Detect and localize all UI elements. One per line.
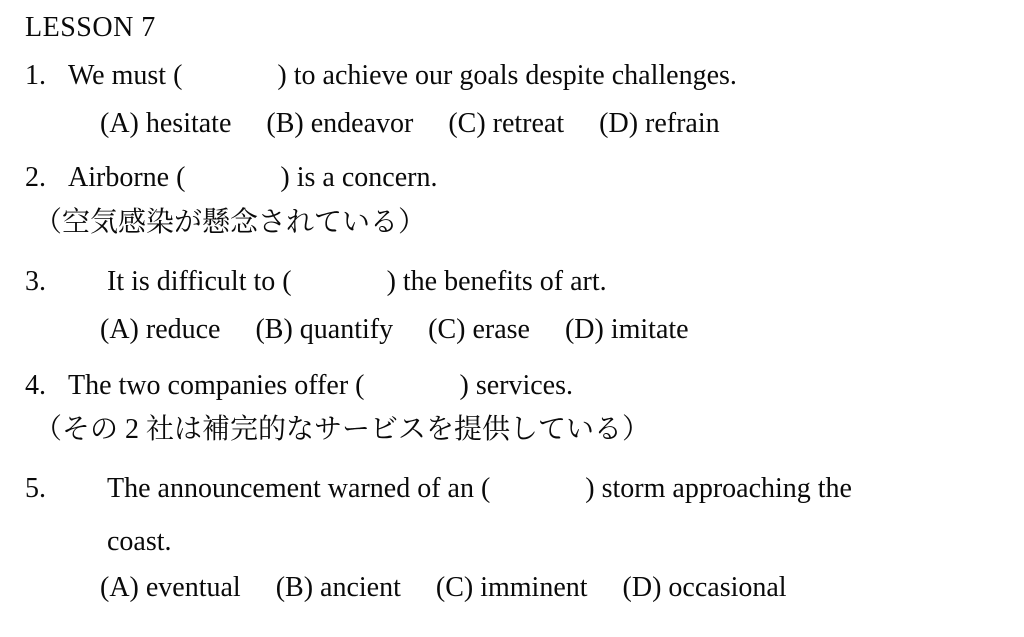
question-2-text-before: Airborne ( [68, 162, 186, 193]
question-4-text-before: The two companies offer ( [68, 370, 365, 401]
question-1-option-b: (B) endeavor [266, 108, 414, 139]
question-4-text-after: ) services. [459, 370, 574, 401]
question-2-text [0, 162, 437, 193]
question-1-text-after: ) to achieve our goals despite challenges. [277, 60, 737, 91]
question-1-option-d: (D) refrain [599, 108, 720, 139]
question-2-text-after: ) is a concern. [280, 162, 438, 193]
question-5-text [0, 473, 852, 504]
question-3-option-c: (C) erase [428, 314, 530, 345]
question-5-text-continuation: coast. [107, 526, 172, 557]
question-5 [0, 469, 1024, 509]
question-1-option-c: (C) retreat [448, 108, 565, 139]
question-5-text-after: ) storm approaching the [585, 473, 852, 504]
question-3-option-b: (B) quantify [255, 314, 394, 345]
question-1-text-before: We must ( [68, 60, 183, 91]
question-1-text [0, 60, 737, 91]
question-4 [0, 366, 1024, 406]
question-5-option-c: (C) imminent [435, 572, 588, 603]
question-4-japanese-translation: （その 2 社は補完的なサービスを提供している） [34, 414, 651, 445]
question-1-option-a: (A) hesitate [100, 108, 232, 139]
question-3-option-a: (A) reduce [100, 314, 221, 345]
question-3-number: 3. [25, 266, 46, 297]
worksheet-page [0, 8, 1024, 637]
question-5-option-d: (D) occasional [622, 572, 787, 603]
question-1 [0, 56, 1024, 96]
question-3-option-d: (D) imitate [564, 314, 689, 345]
question-3-options [0, 310, 1024, 350]
question-2-japanese-translation: （空気感染が懸念されている） [34, 207, 427, 238]
question-3-text-after: ) the benefits of art. [386, 266, 607, 297]
question-5-options [0, 568, 1024, 608]
lesson-title: LESSON 7 [25, 12, 156, 43]
question-1-number: 1. [25, 60, 46, 91]
question-4-number: 4. [25, 370, 46, 401]
question-5-number: 5. [25, 473, 46, 504]
question-5-option-b: (B) ancient [275, 572, 401, 603]
question-2-number: 2. [25, 162, 46, 193]
question-3-text [0, 266, 607, 297]
question-3 [0, 262, 1024, 302]
question-1-options [0, 104, 1024, 144]
question-2 [0, 158, 1024, 198]
question-5-text-before: The announcement warned of an ( [107, 473, 491, 504]
question-3-text-before: It is difficult to ( [107, 266, 292, 297]
question-4-text [0, 370, 573, 401]
question-5-option-a: (A) eventual [100, 572, 241, 603]
